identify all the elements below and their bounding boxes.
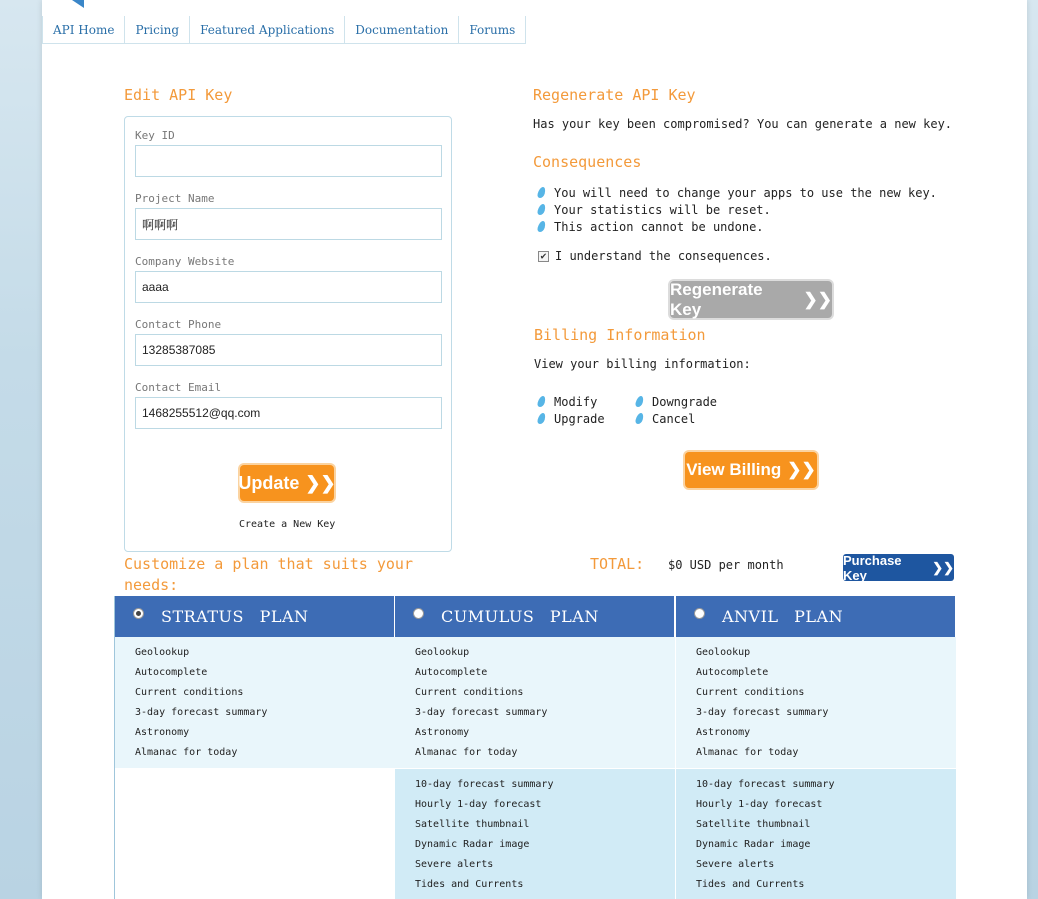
contact-email-input[interactable]: 1468255512@qq.com xyxy=(135,397,442,429)
list-item: Autocomplete xyxy=(135,667,208,678)
nav-pricing[interactable]: Pricing xyxy=(125,16,190,43)
list-item: Geolookup xyxy=(696,647,751,658)
nav-forums[interactable]: Forums xyxy=(459,16,525,43)
contact-email-label: Contact Email xyxy=(135,381,222,394)
create-new-key-link[interactable]: Create a New Key xyxy=(239,519,336,530)
plan-stratus-radio[interactable] xyxy=(133,608,144,619)
plan-features xyxy=(676,637,956,768)
list-item: Tides and Currents xyxy=(415,879,524,890)
billing-links xyxy=(538,393,736,427)
list-item xyxy=(538,218,937,235)
list-item: Dynamic Radar image xyxy=(696,839,811,850)
plans-table xyxy=(114,596,956,899)
list-item: Autocomplete xyxy=(696,667,769,678)
plan-name: ANVIL PLAN xyxy=(722,607,844,626)
contact-phone-label: Contact Phone xyxy=(135,318,222,331)
list-item: Autocomplete xyxy=(415,667,488,678)
plan-anvil xyxy=(676,596,956,899)
billing-link-label: Downgrade xyxy=(652,394,718,409)
consequences-title: Consequences xyxy=(533,153,642,171)
nav-documentation[interactable]: Documentation xyxy=(345,16,459,43)
plan-extra-features xyxy=(676,769,956,899)
regenerate-key-label: Regenerate Key xyxy=(670,279,763,319)
customize-plan-heading: Customize a plan that suits your needs: xyxy=(124,555,413,594)
list-item: 3-day forecast summary xyxy=(696,707,829,718)
page-panel xyxy=(42,0,1027,899)
list-item: Astronomy xyxy=(135,727,190,738)
billing-link-downgrade[interactable] xyxy=(636,393,736,410)
list-item xyxy=(538,201,937,218)
key-id-input[interactable] xyxy=(135,145,442,177)
plan-stratus-header[interactable] xyxy=(115,596,395,637)
plan-extra-features xyxy=(395,769,675,899)
billing-link-cancel[interactable] xyxy=(636,410,736,427)
regenerate-key-button[interactable] xyxy=(670,281,832,318)
list-item: Severe alerts xyxy=(696,859,775,870)
list-item: Almanac for today xyxy=(135,747,238,758)
double-chevron-right-icon: ❯❯ xyxy=(787,460,816,479)
list-item: Satellite thumbnail xyxy=(696,819,811,830)
drop-bullet-icon xyxy=(537,396,547,407)
regenerate-description: Has your key been compromised? You can generate a new key. xyxy=(533,117,953,131)
list-item: Geolookup xyxy=(135,647,190,658)
list-item: Hourly 1-day forecast xyxy=(696,799,823,810)
list-item: Satellite thumbnail xyxy=(415,819,530,830)
double-chevron-right-icon: ❯❯ xyxy=(803,289,832,309)
plan-features xyxy=(395,637,675,768)
drop-bullet-icon xyxy=(635,396,645,407)
consequence-text: This action cannot be undone. xyxy=(554,219,764,234)
list-item: Current conditions xyxy=(135,687,244,698)
understand-label: I understand the consequences. xyxy=(555,249,772,263)
view-billing-button[interactable] xyxy=(685,452,817,488)
top-nav xyxy=(42,16,526,44)
plan-extra-features-empty xyxy=(115,769,395,899)
total-value: $0 USD per month xyxy=(668,558,784,572)
drop-bullet-icon xyxy=(537,187,547,198)
list-item: Tides and Currents xyxy=(696,879,805,890)
company-website-input[interactable]: aaaa xyxy=(135,271,442,303)
plan-stratus xyxy=(115,596,395,899)
drop-bullet-icon xyxy=(537,204,547,215)
list-item: 3-day forecast summary xyxy=(415,707,548,718)
billing-link-modify[interactable] xyxy=(538,393,636,410)
list-item: 10-day forecast summary xyxy=(696,779,835,790)
plan-cumulus-radio[interactable] xyxy=(413,608,424,619)
plan-name: CUMULUS PLAN xyxy=(441,607,599,626)
double-chevron-right-icon: ❯❯ xyxy=(305,472,336,493)
billing-link-upgrade[interactable] xyxy=(538,410,636,427)
list-item: Almanac for today xyxy=(415,747,518,758)
edit-api-key-title: Edit API Key xyxy=(124,86,233,104)
list-item: Severe alerts xyxy=(415,859,494,870)
company-website-label: Company Website xyxy=(135,255,235,268)
drop-bullet-icon xyxy=(635,413,645,424)
consequence-text: Your statistics will be reset. xyxy=(554,202,771,217)
list-item xyxy=(538,184,937,201)
nav-api-home[interactable]: API Home xyxy=(43,16,125,43)
plan-features xyxy=(115,637,395,768)
billing-description: View your billing information: xyxy=(534,357,751,371)
plan-anvil-radio[interactable] xyxy=(694,608,705,619)
billing-information-title: Billing Information xyxy=(534,326,706,344)
update-button-label: Update xyxy=(238,472,300,493)
edit-key-form xyxy=(124,116,452,552)
purchase-key-button[interactable] xyxy=(843,554,954,581)
list-item: Dynamic Radar image xyxy=(415,839,530,850)
project-name-input[interactable]: 啊啊啊 xyxy=(135,208,442,240)
list-item: Astronomy xyxy=(415,727,470,738)
consequence-text: You will need to change your apps to use the new key. xyxy=(554,185,937,200)
list-item: Current conditions xyxy=(415,687,524,698)
plan-cumulus xyxy=(395,596,675,899)
nav-featured-applications[interactable]: Featured Applications xyxy=(190,16,345,43)
plan-cumulus-header[interactable] xyxy=(395,596,675,637)
regenerate-api-key-title: Regenerate API Key xyxy=(533,86,696,104)
view-billing-label: View Billing xyxy=(686,460,782,479)
update-button[interactable] xyxy=(240,465,334,501)
list-item: 3-day forecast summary xyxy=(135,707,268,718)
understand-checkbox-row[interactable] xyxy=(538,249,772,263)
drop-bullet-icon xyxy=(537,221,547,232)
list-item: Hourly 1-day forecast xyxy=(415,799,542,810)
project-name-label: Project Name xyxy=(135,192,215,205)
consequences-list xyxy=(538,184,937,235)
contact-phone-input[interactable]: 13285387085 xyxy=(135,334,442,366)
list-item: 10-day forecast summary xyxy=(415,779,554,790)
double-chevron-right-icon: ❯❯ xyxy=(932,559,954,575)
billing-link-label: Cancel xyxy=(652,411,696,426)
list-item: Current conditions xyxy=(696,687,805,698)
list-item: Geolookup xyxy=(415,647,470,658)
plan-name: STRATUS PLAN xyxy=(161,607,309,626)
total-label: TOTAL: xyxy=(590,555,645,573)
purchase-key-label: Purchase Key xyxy=(843,552,902,583)
corner-accent xyxy=(72,0,84,8)
plan-anvil-header[interactable] xyxy=(676,596,956,637)
list-item: Astronomy xyxy=(696,727,751,738)
list-item: Almanac for today xyxy=(696,747,799,758)
drop-bullet-icon xyxy=(537,413,547,424)
understand-checkbox[interactable]: ✔ xyxy=(538,251,549,262)
billing-link-label: Modify xyxy=(554,394,598,409)
key-id-label: Key ID xyxy=(135,129,175,142)
billing-link-label: Upgrade xyxy=(554,411,605,426)
